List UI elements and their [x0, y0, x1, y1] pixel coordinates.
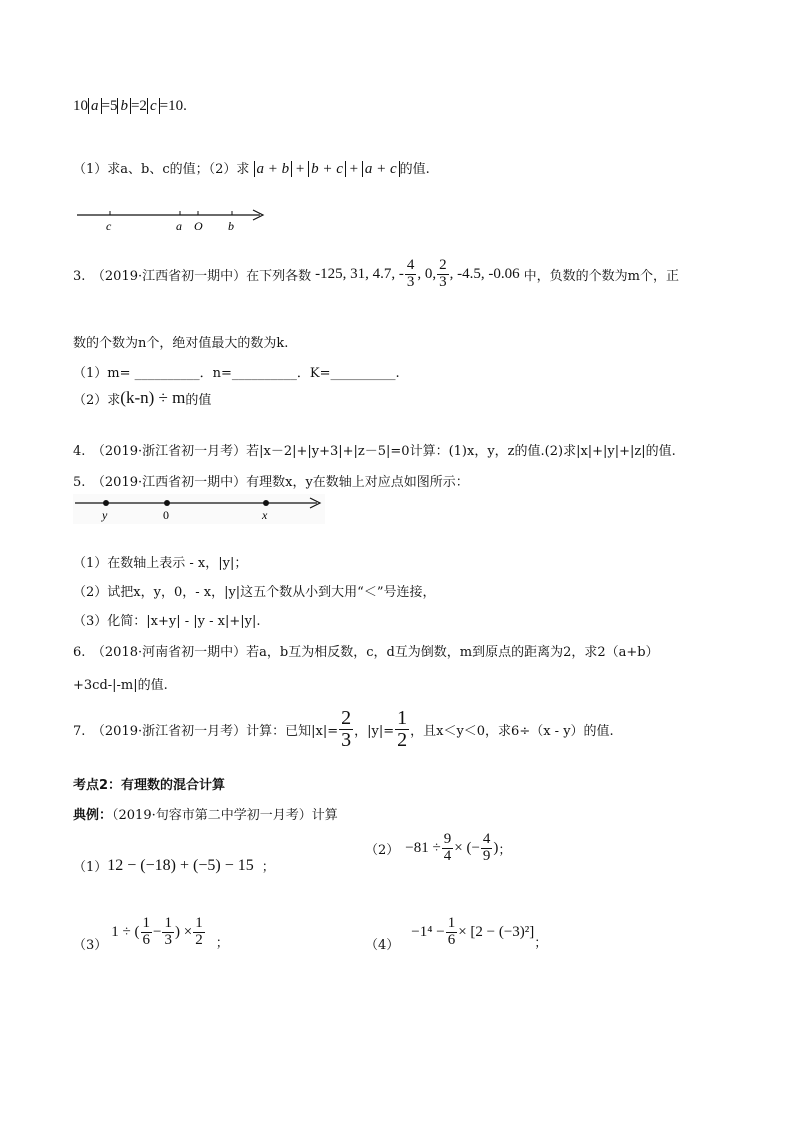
q7: 7. （2019·浙江省初一月考）计算：已知|x|= $\frac{2}{3}$ ，|y|= $\frac{1}{2}$ ，且x＜y＜0，求6÷（x - y）的值.	[73, 707, 614, 751]
q5-sub2: （2）试把x，y，0，- x，|y|这五个数从小到大用“＜”号连接，	[73, 585, 436, 600]
label-a: a	[176, 219, 182, 233]
label-O: O	[194, 219, 203, 233]
label-y: y	[102, 508, 108, 522]
number-line-xy	[73, 494, 325, 524]
q5-title: 5. （2019·江西省初一期中）有理数x，y在数轴上对应点如图所示：	[73, 475, 469, 490]
q2-subquestions: （1）求a、b、c的值；（2）求 a + b + b + c + a + c 的值.	[73, 161, 430, 177]
label-zero: 0	[163, 508, 169, 522]
example-line: 典例：（2019·句容市第二中学初一月考）计算	[73, 808, 338, 823]
calc-2: （2） −81 ÷ $\frac{9}{4}$ × (− $\frac{4}{9}$ ) ；	[365, 831, 512, 864]
q6-line1: 6. （2018·河南省初一期中）若a，b互为相反数，c，d互为倒数，m到原点的距离为2，求2（a+b）	[73, 645, 659, 660]
q3-sub2: （2）求 (k-n) ÷ m 的值	[73, 388, 212, 408]
calc-4: （4） −1⁴ − $\frac{1}{6}$ × [2 − (−3)²] ；	[365, 915, 548, 953]
q3-sub1: （1）m= __________．n=__________．K=__________.	[73, 366, 400, 381]
calc-1: （1） 12 − (−18) + (−5) − 15 ；	[73, 856, 275, 875]
label-x: x	[262, 508, 268, 522]
q5-sub1: （1）在数轴上表示 - x，|y|；	[73, 556, 248, 571]
label-c: c	[106, 219, 112, 233]
q4: 4. （2019·浙江省初一月考）若|x－2|+|y+3|+|z－5|=0计算：(1)x，y，z的值.(2)求|x|+|y|+|z|的值.	[73, 444, 676, 459]
q3-line2: 数的个数为n个，绝对值最大的数为k.	[73, 336, 289, 351]
calc-3: （3） 1 ÷ ( $\frac{1}{6}$ − $\frac{1}{3}$ ) × $\frac{1}{2}$ ；	[73, 915, 229, 953]
q6-line2: +3cd-|-m|的值.	[73, 678, 168, 693]
q3-line1: 3. （2019·江西省初一期中）在下列各数 -125, 31, 4.7, - $\frac{4}{3}$ , 0, $\frac{2}{3}$ , -4.5, -0.06 中，负数的个数为m个，正	[73, 257, 679, 290]
number-line-abc	[75, 204, 270, 234]
q5-sub3: （3）化简：|x+y| - |y - x|+|y|.	[73, 614, 261, 629]
label-b: b	[228, 219, 234, 233]
equation-abs-values: 10 a =5 b =2 c =10.	[73, 98, 187, 114]
section-heading: 考点2：有理数的混合计算	[73, 778, 226, 793]
